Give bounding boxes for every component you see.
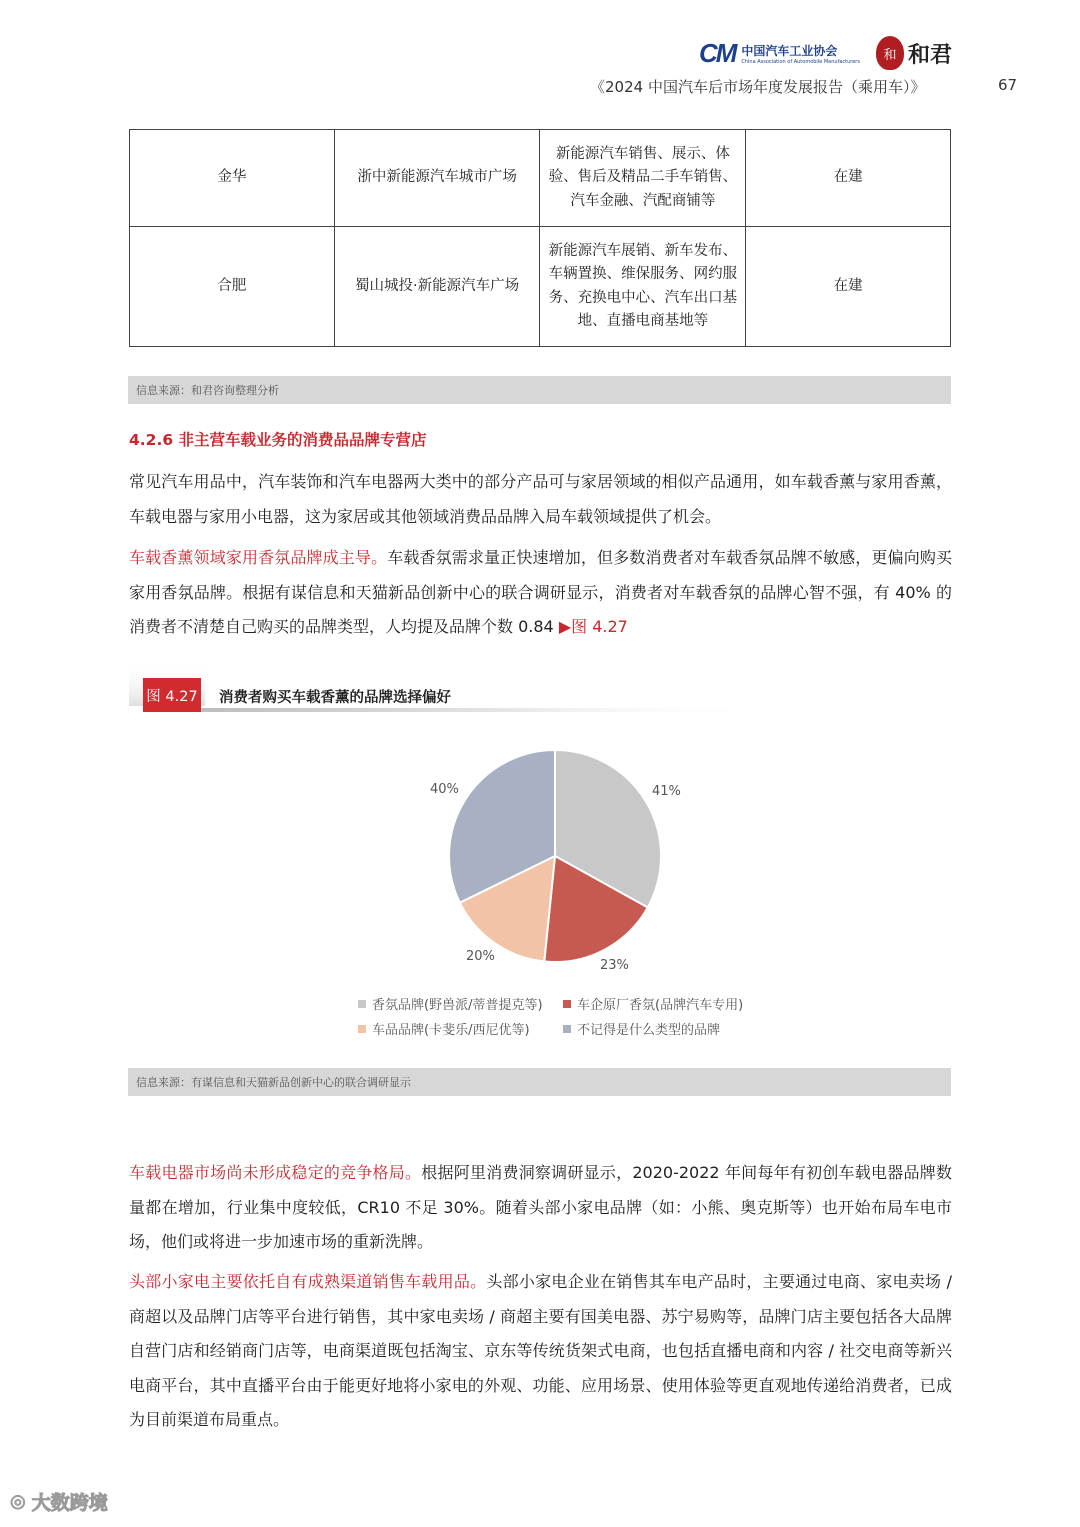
- paragraph-1: 常见汽车用品中，汽车装饰和汽车电器两大类中的部分产品可与家居领域的相似产品通用，如车载香薰与家用香薰，车载电器与家用小电器，这为家居或其他领域消费品品牌入局车载领域提供了机会。: [129, 472, 952, 526]
- paragraph-4-body: 头部小家电企业在销售其车电产品时，主要通过电商、家电卖场 / 商超以及品牌门店等平台进行销售，其中家电卖场 / 商超主要有国美电器、苏宁易购等，品牌门店主要包括各大品牌自营门店和经销商门店等，电商渠道既包括淘宝、京东等传统货架式电商，也包括直播电商和内容 / 社交电商等新兴电商平台，其中直播平台由于能更好地将小家电的外观、功能、应用场景、使用体验等更直观地传递给消费者，已成为目前渠道布局重点。: [129, 1272, 952, 1429]
- cell-business: 新能源汽车销售、展示、体验、售后及精品二手车销售、汽车金融、汽配商铺等: [540, 130, 746, 227]
- paragraph-2-lead: 车载香薰领域家用香氛品牌成主导。: [129, 548, 388, 567]
- cell-project: 浙中新能源汽车城市广场: [334, 130, 540, 227]
- watermark: [10, 1488, 108, 1515]
- page-number: 67: [998, 76, 1018, 94]
- legend-item: [358, 1019, 563, 1038]
- watermark-text: 大数跨境: [31, 1492, 108, 1514]
- legend-label: 车企原厂香氛(品牌汽车专用): [577, 998, 744, 1013]
- pie-label-3: 40%: [430, 782, 459, 797]
- hejun-seal-icon: 和: [876, 36, 904, 70]
- header-logos: [699, 36, 952, 70]
- cell-status: 在建: [746, 227, 951, 347]
- figure-header: [129, 662, 951, 716]
- figure-title: 消费者购买车载香薰的品牌选择偏好: [219, 690, 451, 706]
- paragraph-4-lead: 头部小家电主要依托自有成熟渠道销售车载用品。: [129, 1272, 487, 1291]
- cell-status: 在建: [746, 130, 951, 227]
- cell-project: 蜀山城投·新能源汽车广场: [334, 227, 540, 347]
- paragraph-3-lead: 车载电器市场尚未形成稳定的竞争格局。: [129, 1163, 422, 1182]
- hejun-name: 和君: [907, 41, 952, 68]
- table-row: [130, 227, 951, 347]
- legend-swatch: [563, 1000, 571, 1008]
- paragraph-4: [129, 1265, 952, 1438]
- figure-link[interactable]: ▶图 4.27: [558, 617, 628, 636]
- cell-city: 金华: [130, 130, 335, 227]
- pie-label-1: 23%: [600, 958, 629, 973]
- cell-city: 合肥: [130, 227, 335, 347]
- legend-swatch: [563, 1025, 571, 1033]
- paragraph-3: [129, 1156, 952, 1260]
- legend-label: 香氛品牌(野兽派/蒂普提克等): [372, 998, 543, 1013]
- caam-name: 中国汽车工业协会: [741, 43, 838, 58]
- legend-item: [563, 1019, 720, 1038]
- running-title: 《2024 中国汽车后市场年度发展报告（乘用车）》: [590, 78, 926, 96]
- figure-label: 图 4.27: [143, 678, 201, 712]
- section-heading: 4.2.6 非主营车载业务的消费品品牌专营店: [129, 431, 427, 449]
- legend-item: [563, 994, 743, 1013]
- table-source: 信息来源：和君咨询整理分析: [128, 376, 951, 404]
- paragraph-2: [129, 541, 952, 645]
- pie-label-2: 20%: [466, 949, 495, 964]
- project-table: [129, 129, 951, 347]
- weibo-icon: ◎: [10, 1491, 26, 1512]
- figure-source: 信息来源：有谋信息和天猫新品创新中心的联合调研显示: [128, 1068, 951, 1096]
- paragraph-2-body: 车载香氛需求量正快速增加，但多数消费者对车载香氛品牌不敏感，更偏向购买家用香氛品牌。根据有谋信息和天猫新品创新中心的联合调研显示，消费者对车载香氛的品牌心智不强，有 40% 的消费者不清楚自己购买的品牌类型，人均提及品牌个数 0.84: [129, 548, 952, 636]
- legend-row-1: [358, 994, 788, 1013]
- legend-row-2: [358, 1019, 788, 1038]
- caam-name-en: China Association of Automobile Manufacturers: [741, 58, 860, 65]
- legend-item: [358, 994, 563, 1013]
- paragraph-3-body: 根据阿里消费洞察调研显示，2020-2022 年间每年有初创车载电器品牌数量都在增加，行业集中度较低，CR10 不足 30%。随着头部小家电品牌（如：小熊、奥克斯等）也开始布局车电市场，他们或将进一步加速市场的重新洗牌。: [129, 1163, 952, 1251]
- hejun-logo: [876, 36, 952, 70]
- legend-swatch: [358, 1025, 366, 1033]
- cell-business: 新能源汽车展销、新车发布、车辆置换、维保服务、网约服务、充换电中心、汽车出口基地、直播电商基地等: [540, 227, 746, 347]
- legend-swatch: [358, 1000, 366, 1008]
- legend-label: 不记得是什么类型的品牌: [577, 1023, 721, 1038]
- caam-logo: [699, 38, 860, 69]
- table-row: [130, 130, 951, 227]
- legend-label: 车品品牌(卡斐乐/西尼优等): [372, 1023, 530, 1038]
- caam-mark: CM: [698, 37, 736, 68]
- pie-label-0: 41%: [652, 784, 681, 799]
